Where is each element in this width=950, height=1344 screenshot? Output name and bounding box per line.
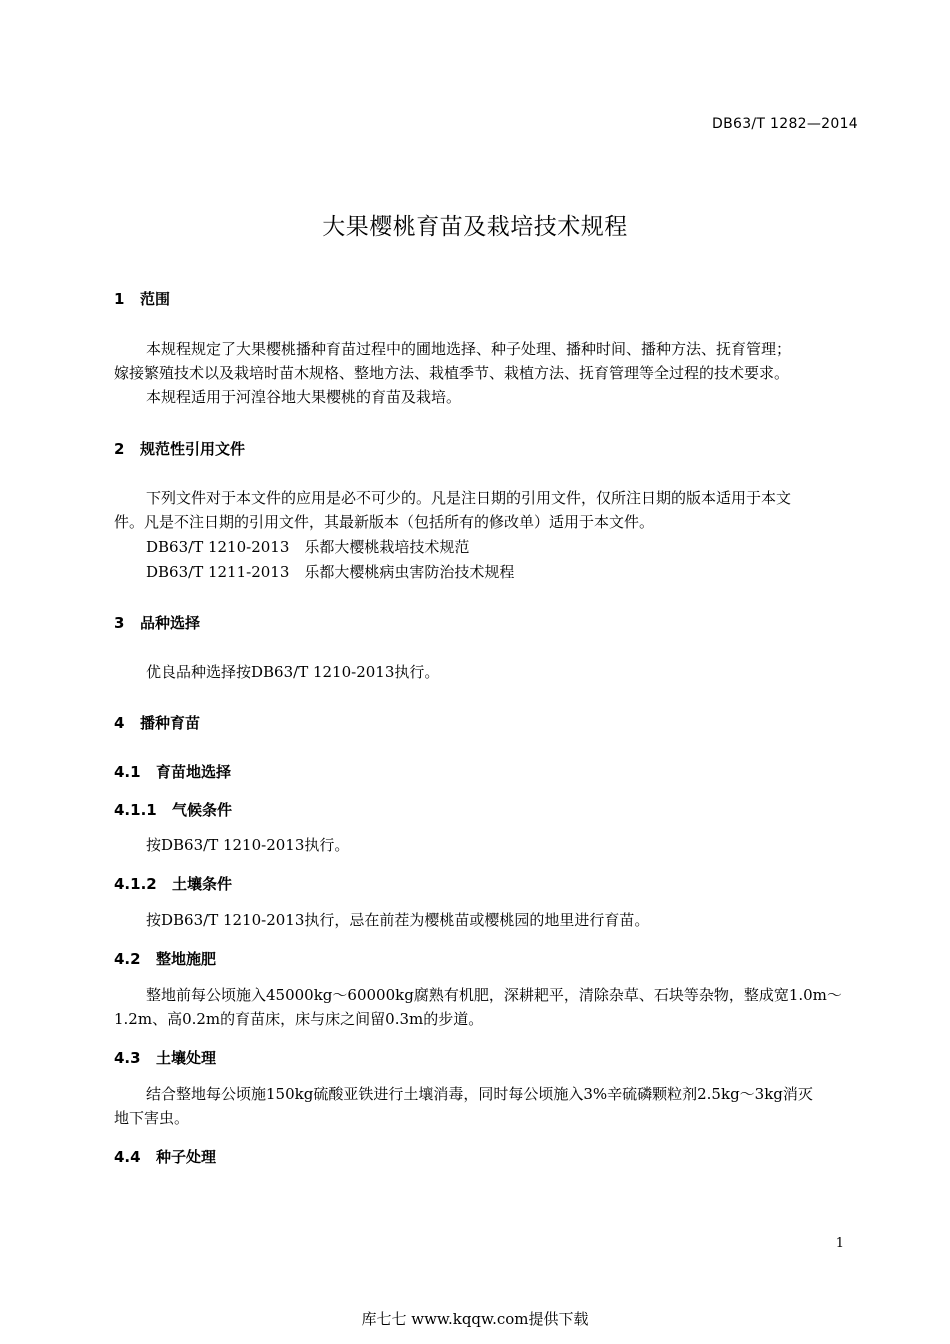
text-line: 结合整地每公顷施150kg硫酸亚铁进行土壤消毒，同时每公顷施入3%辛硫磷颗粒剂2.5kg～3kg消灭 xyxy=(146,1085,813,1103)
page-number: 1 xyxy=(835,1236,844,1251)
section-4-1-2-heading xyxy=(114,873,232,894)
text-line: 嫁接繁殖技术以及栽培时苗木规格、整地方法、栽植季节、栽植方法、抚育管理等全过程的技术要求。 xyxy=(114,364,790,382)
section-1-paragraph-2 xyxy=(114,385,860,409)
section-1-heading xyxy=(114,288,170,309)
section-title: 种子处理 xyxy=(156,1148,217,1166)
section-4-2-heading xyxy=(114,948,216,969)
section-number: 2 xyxy=(114,440,125,458)
section-title: 品种选择 xyxy=(140,614,201,632)
section-4-2-paragraph xyxy=(114,983,860,1031)
text-line: 本规程适用于河湟谷地大果樱桃的育苗及栽培。 xyxy=(146,388,462,406)
section-4-1-2-paragraph xyxy=(114,908,860,932)
section-title: 播种育苗 xyxy=(140,714,201,732)
section-title: 气候条件 xyxy=(172,801,233,819)
text-line: 件。凡是不注日期的引用文件，其最新版本（包括所有的修改单）适用于本文件。 xyxy=(114,513,655,531)
section-title: 整地施肥 xyxy=(156,950,217,968)
section-3-heading xyxy=(114,612,200,633)
footer-download-notice: 库七七 www.kqqw.com提供下载 xyxy=(361,1310,589,1328)
section-title: 育苗地选择 xyxy=(156,763,232,781)
section-number: 3 xyxy=(114,614,125,632)
text-line: 优良品种选择按DB63/T 1210-2013执行。 xyxy=(146,663,440,681)
section-title: 土壤处理 xyxy=(156,1049,217,1067)
text-line: 下列文件对于本文件的应用是必不可少的。凡是注日期的引用文件，仅所注日期的版本适用于本文 xyxy=(146,489,792,507)
document-title: 大果樱桃育苗及栽培技术规程 xyxy=(322,214,628,240)
section-title: 土壤条件 xyxy=(172,875,233,893)
text-line: 整地前每公顷施入45000kg～60000kg腐熟有机肥，深耕耙平，清除杂草、石块等杂物，整成宽1.0m～ xyxy=(146,986,842,1004)
section-4-3-heading xyxy=(114,1047,216,1068)
section-number: 1 xyxy=(114,290,125,308)
section-title: 规范性引用文件 xyxy=(140,440,246,458)
section-1-paragraph-1 xyxy=(114,337,860,385)
section-number: 4.1.1 xyxy=(114,801,157,819)
text-line: 按DB63/T 1210-2013执行，忌在前茬为樱桃苗或樱桃园的地里进行育苗。 xyxy=(146,911,650,929)
text-line: 1.2m、高0.2m的育苗床，床与床之间留0.3m的步道。 xyxy=(114,1010,484,1028)
standard-code: DB63/T 1282—2014 xyxy=(712,116,858,132)
section-2-heading xyxy=(114,438,245,459)
section-number: 4.2 xyxy=(114,950,141,968)
text-line: 本规程规定了大果樱桃播种育苗过程中的圃地选择、种子处理、播种时间、播种方法、抚育管理； xyxy=(146,340,792,358)
section-3-paragraph-1 xyxy=(114,660,860,684)
reference-1: DB63/T 1210-2013 乐都大樱桃栽培技术规范 xyxy=(146,538,470,556)
text-line: 按DB63/T 1210-2013执行。 xyxy=(146,836,350,854)
section-title: 范围 xyxy=(140,290,171,308)
reference-2: DB63/T 1211-2013 乐都大樱桃病虫害防治技术规程 xyxy=(146,563,515,581)
section-4-1-heading xyxy=(114,761,231,782)
section-4-heading xyxy=(114,712,200,733)
section-number: 4.1 xyxy=(114,763,141,781)
section-4-1-1-heading xyxy=(114,799,232,820)
text-line: 地下害虫。 xyxy=(114,1109,190,1127)
section-4-4-heading xyxy=(114,1146,216,1167)
section-4-1-1-paragraph xyxy=(114,833,860,857)
section-number: 4.1.2 xyxy=(114,875,157,893)
section-number: 4.3 xyxy=(114,1049,141,1067)
section-number: 4.4 xyxy=(114,1148,141,1166)
section-number: 4 xyxy=(114,714,125,732)
section-4-3-paragraph xyxy=(114,1082,860,1130)
section-2-paragraph-1 xyxy=(114,486,860,534)
